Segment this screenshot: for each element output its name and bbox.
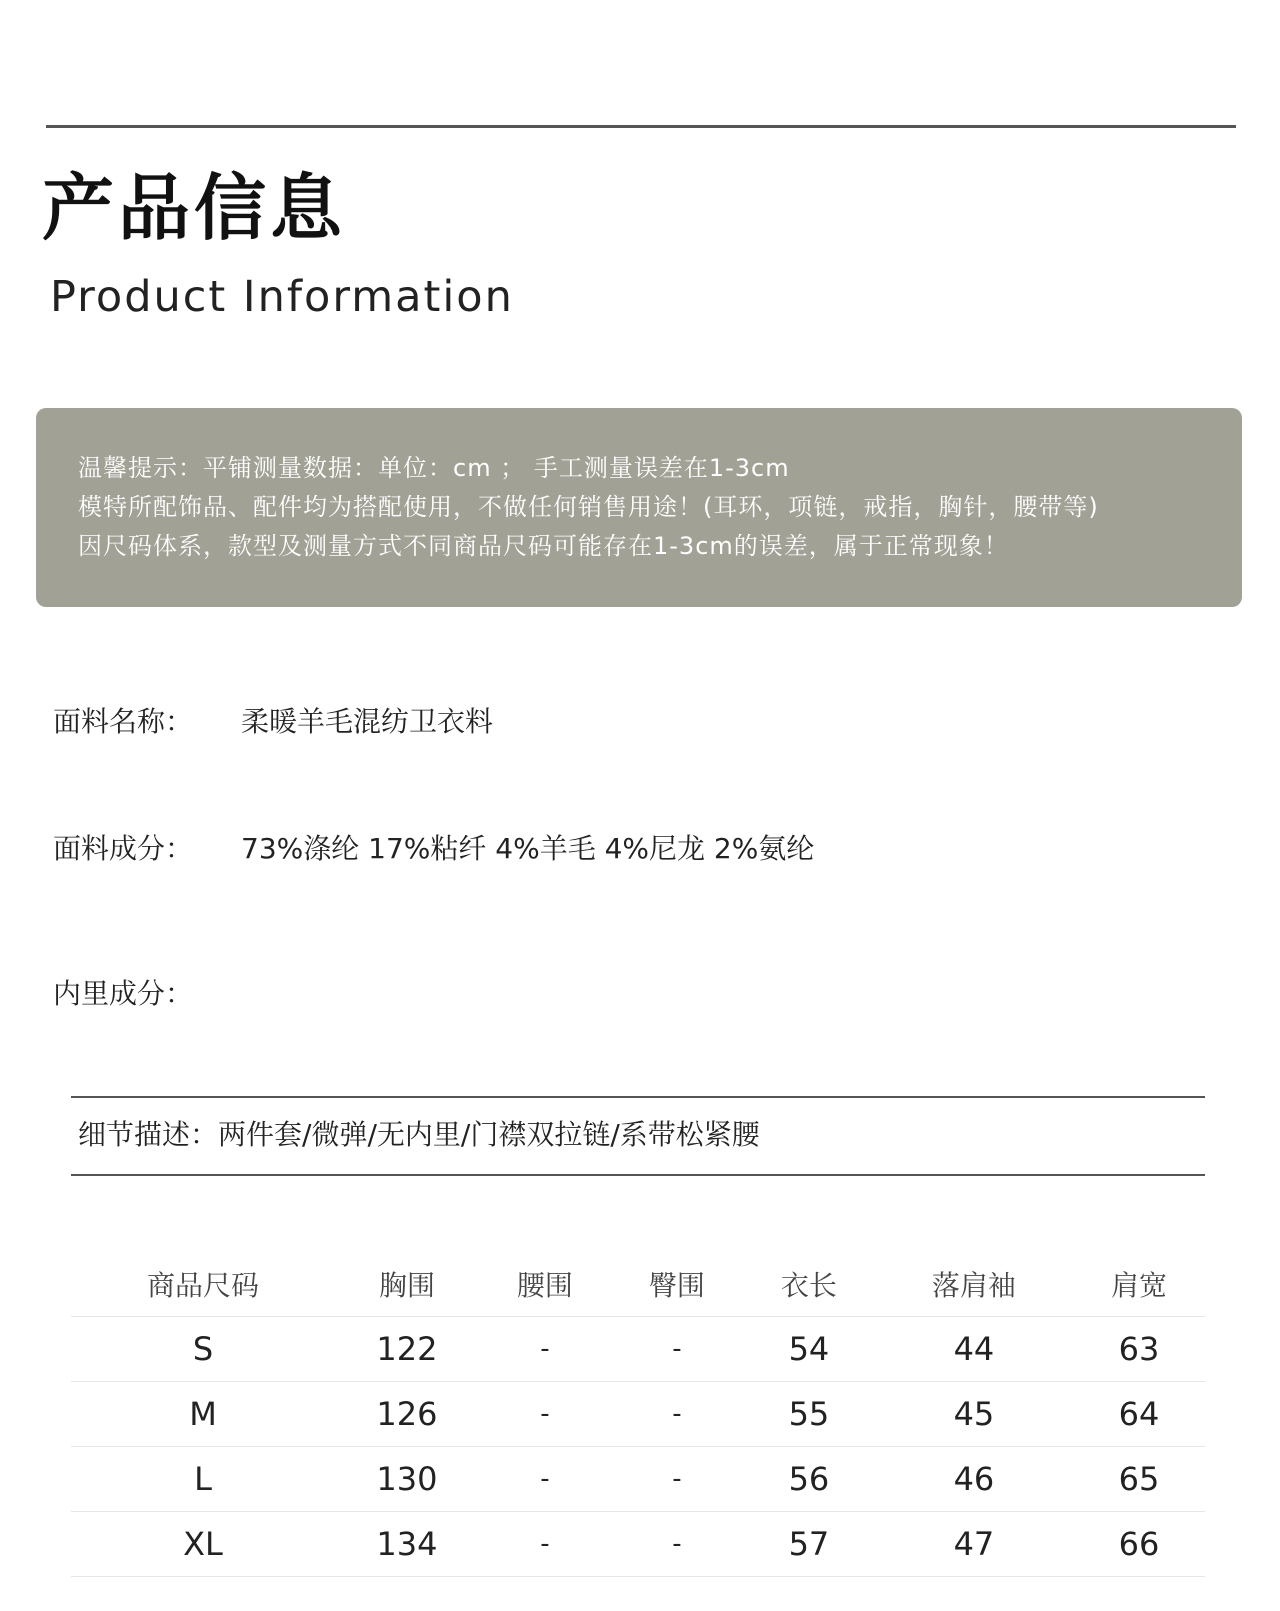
- table-cell: 44: [875, 1317, 1073, 1382]
- table-cell: 122: [335, 1317, 479, 1382]
- table-cell: 45: [875, 1382, 1073, 1447]
- header-length: 衣长: [780, 1269, 837, 1302]
- header-shoulder: 肩宽: [1110, 1269, 1167, 1302]
- details-top-divider: [71, 1096, 1205, 1098]
- table-cell: S: [71, 1317, 335, 1382]
- header-size: 商品尺码: [146, 1269, 259, 1302]
- fabric-name-label: 面料名称：: [53, 705, 194, 738]
- fabric-composition-value: 73%涤纶 17%粘纤 4%羊毛 4%尼龙 2%氨纶: [241, 832, 815, 865]
- table-cell: 46: [875, 1447, 1073, 1512]
- fabric-composition-label: 面料成分：: [53, 832, 194, 865]
- table-cell: -: [479, 1447, 611, 1512]
- size-table-header: [71, 1252, 1205, 1317]
- table-cell: 56: [743, 1447, 875, 1512]
- table-cell: -: [611, 1447, 743, 1512]
- fabric-composition-row: [53, 832, 815, 865]
- details-row: [78, 1118, 760, 1151]
- table-cell: -: [611, 1382, 743, 1447]
- lining-row: [53, 977, 241, 1010]
- table-cell: 57: [743, 1512, 875, 1577]
- details-label: 细节描述：: [78, 1118, 219, 1151]
- lining-label: 内里成分：: [53, 977, 194, 1010]
- fabric-name-value: 柔暖羊毛混纺卫衣料: [241, 705, 494, 738]
- table-cell: -: [611, 1317, 743, 1382]
- table-cell: L: [71, 1447, 335, 1512]
- size-table: [71, 1252, 1205, 1577]
- table-row: [71, 1317, 1205, 1382]
- table-cell: 66: [1073, 1512, 1205, 1577]
- header-chest: 胸围: [378, 1269, 435, 1302]
- table-cell: 47: [875, 1512, 1073, 1577]
- notice-line-3: 因尺码体系，款型及测量方式不同商品尺码可能存在1-3cm的误差，属于正常现象！: [78, 532, 1009, 560]
- table-cell: -: [479, 1512, 611, 1577]
- table-cell: 63: [1073, 1317, 1205, 1382]
- fabric-name-row: [53, 705, 494, 738]
- top-divider: [46, 125, 1236, 128]
- header-hip: 臀围: [648, 1269, 705, 1302]
- table-cell: 130: [335, 1447, 479, 1512]
- details-value: 两件套/微弹/无内里/门襟双拉链/系带松紧腰: [218, 1118, 760, 1151]
- table-cell: M: [71, 1382, 335, 1447]
- table-cell: 55: [743, 1382, 875, 1447]
- table-cell: 134: [335, 1512, 479, 1577]
- table-cell: -: [611, 1512, 743, 1577]
- page-subtitle: Product Information: [50, 272, 514, 322]
- table-cell: 54: [743, 1317, 875, 1382]
- table-row: [71, 1447, 1205, 1512]
- header-drop-sleeve: 落肩袖: [931, 1269, 1016, 1302]
- header-waist: 腰围: [516, 1269, 573, 1302]
- details-bottom-divider: [71, 1174, 1205, 1176]
- table-cell: 64: [1073, 1382, 1205, 1447]
- table-cell: -: [479, 1382, 611, 1447]
- table-row: [71, 1382, 1205, 1447]
- notice-box: [36, 408, 1242, 607]
- table-row: [71, 1512, 1205, 1577]
- table-cell: 126: [335, 1382, 479, 1447]
- table-cell: -: [479, 1317, 611, 1382]
- table-cell: 65: [1073, 1447, 1205, 1512]
- notice-line-1: 温馨提示：平铺测量数据：单位：cm ； 手工测量误差在1-3cm: [78, 454, 790, 482]
- page-title: 产品信息: [42, 166, 347, 250]
- table-cell: XL: [71, 1512, 335, 1577]
- notice-line-2: 模特所配饰品、配件均为搭配使用，不做任何销售用途！(耳环，项链，戒指，胸针，腰带等): [78, 493, 1099, 521]
